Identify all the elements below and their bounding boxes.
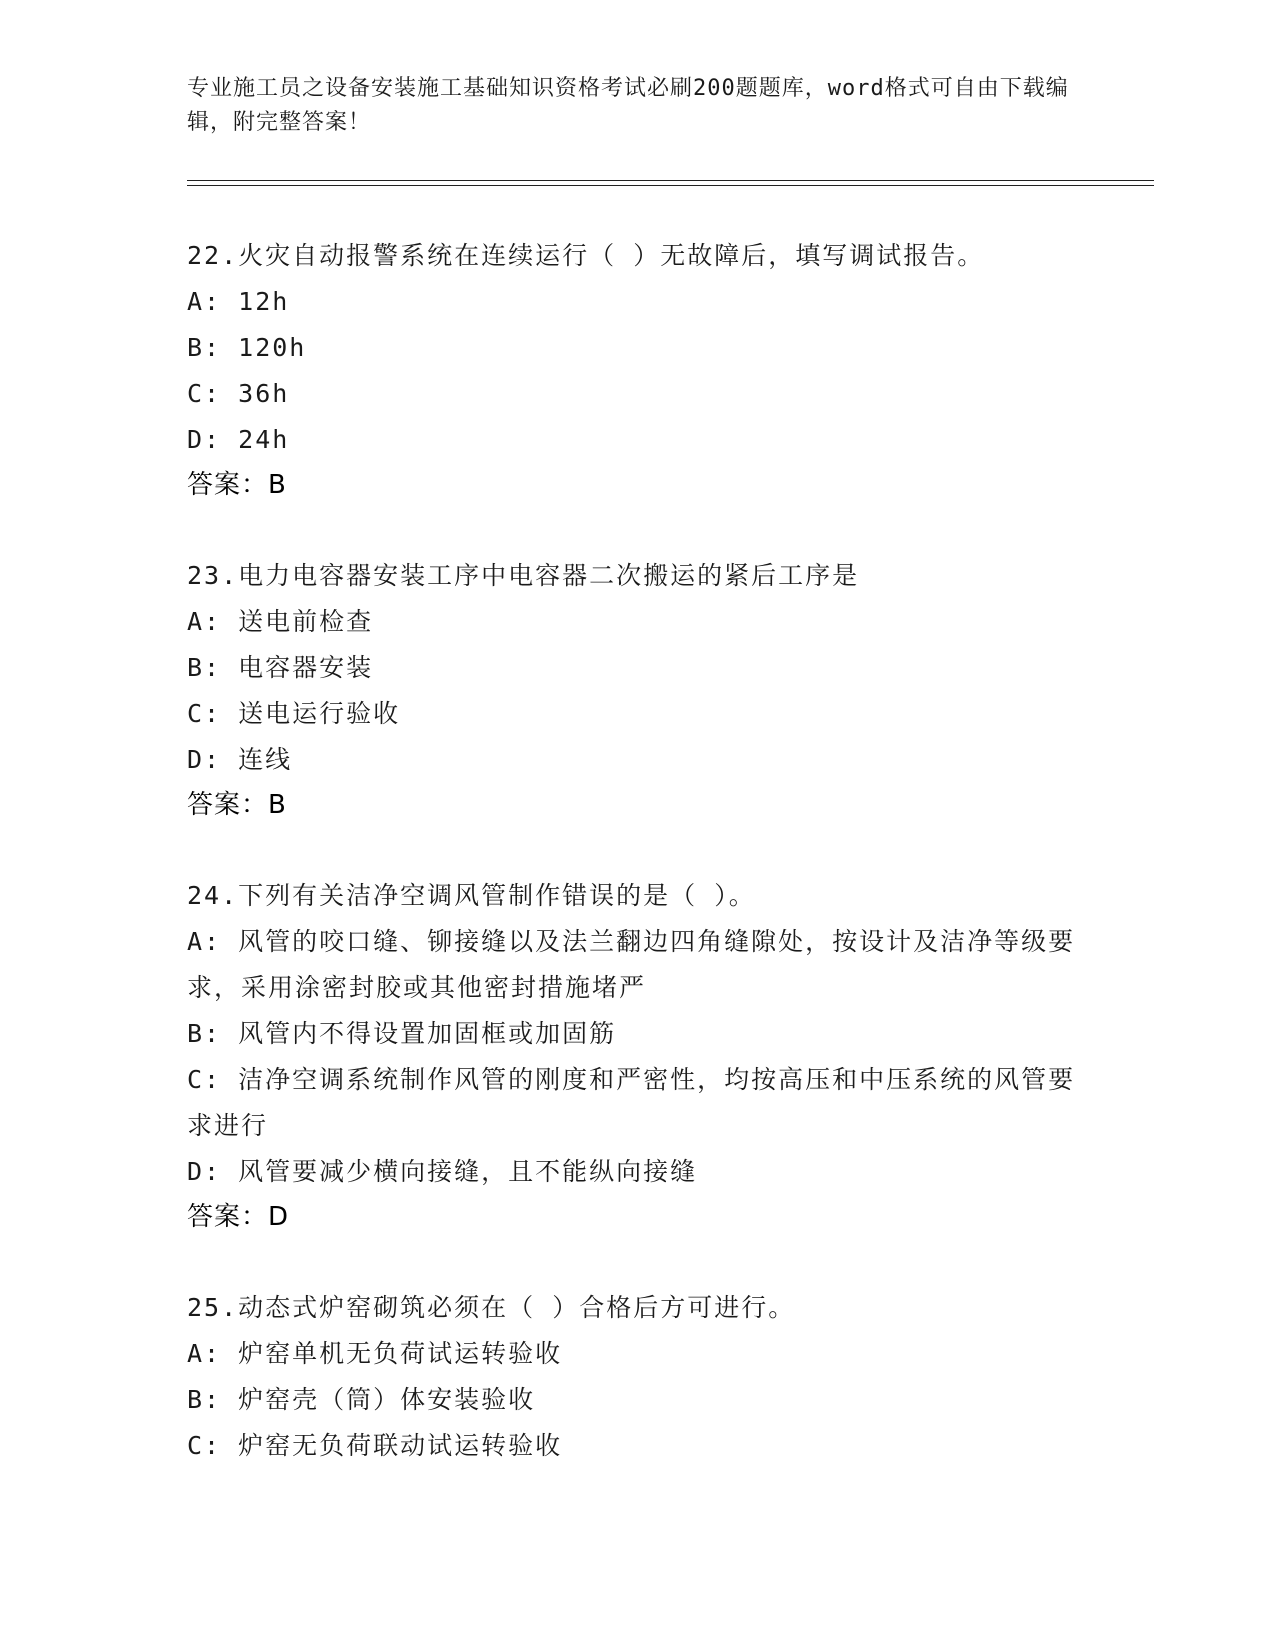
option-d: D: 24h: [187, 425, 290, 454]
option-a: A: 风管的咬口缝、铆接缝以及法兰翻边四角缝隙处，按设计及洁净等级要求，采用涂密封胶或其他密封措施堵严: [187, 927, 1076, 1002]
option-a: A: 12h: [187, 287, 290, 316]
option-b: B: 电容器安装: [187, 653, 374, 682]
question-22: [187, 233, 1087, 507]
option-d: D: 风管要减少横向接缝，且不能纵向接缝: [187, 1157, 698, 1186]
option-c: C: 洁净空调系统制作风管的刚度和严密性，均按高压和中压系统的风管要求进行: [187, 1065, 1076, 1140]
option-b: B: 风管内不得设置加固框或加固筋: [187, 1019, 617, 1048]
question-stem: 22.火灾自动报警系统在连续运行（ ）无故障后，填写调试报告。: [187, 241, 985, 270]
option-b: B: 炉窑壳（筒）体安装验收: [187, 1385, 536, 1414]
header-divider-secondary: [187, 185, 1154, 186]
option-b: B: 120h: [187, 333, 307, 362]
option-a: A: 炉窑单机无负荷试运转验收: [187, 1339, 563, 1368]
question-stem: 24.下列有关洁净空调风管制作错误的是（ ）。: [187, 881, 756, 910]
option-d: D: 连线: [187, 745, 293, 774]
document-header: 专业施工员之设备安装施工基础知识资格考试必刷200题题库，word格式可自由下载编辑，附完整答案！: [187, 76, 1069, 135]
answer-label: 答案：B: [187, 470, 287, 500]
header-divider: [187, 180, 1154, 181]
question-25: [187, 1285, 1087, 1469]
question-stem: 23.电力电容器安装工序中电容器二次搬运的紧后工序是: [187, 561, 860, 590]
answer-label: 答案：B: [187, 790, 287, 820]
question-23: [187, 553, 1087, 827]
question-24: [187, 873, 1087, 1239]
option-c: C: 炉窑无负荷联动试运转验收: [187, 1431, 563, 1460]
option-a: A: 送电前检查: [187, 607, 374, 636]
option-c: C: 送电运行验收: [187, 699, 401, 728]
option-c: C: 36h: [187, 379, 290, 408]
answer-label: 答案：D: [187, 1202, 290, 1232]
question-stem: 25.动态式炉窑砌筑必须在（ ）合格后方可进行。: [187, 1293, 796, 1322]
